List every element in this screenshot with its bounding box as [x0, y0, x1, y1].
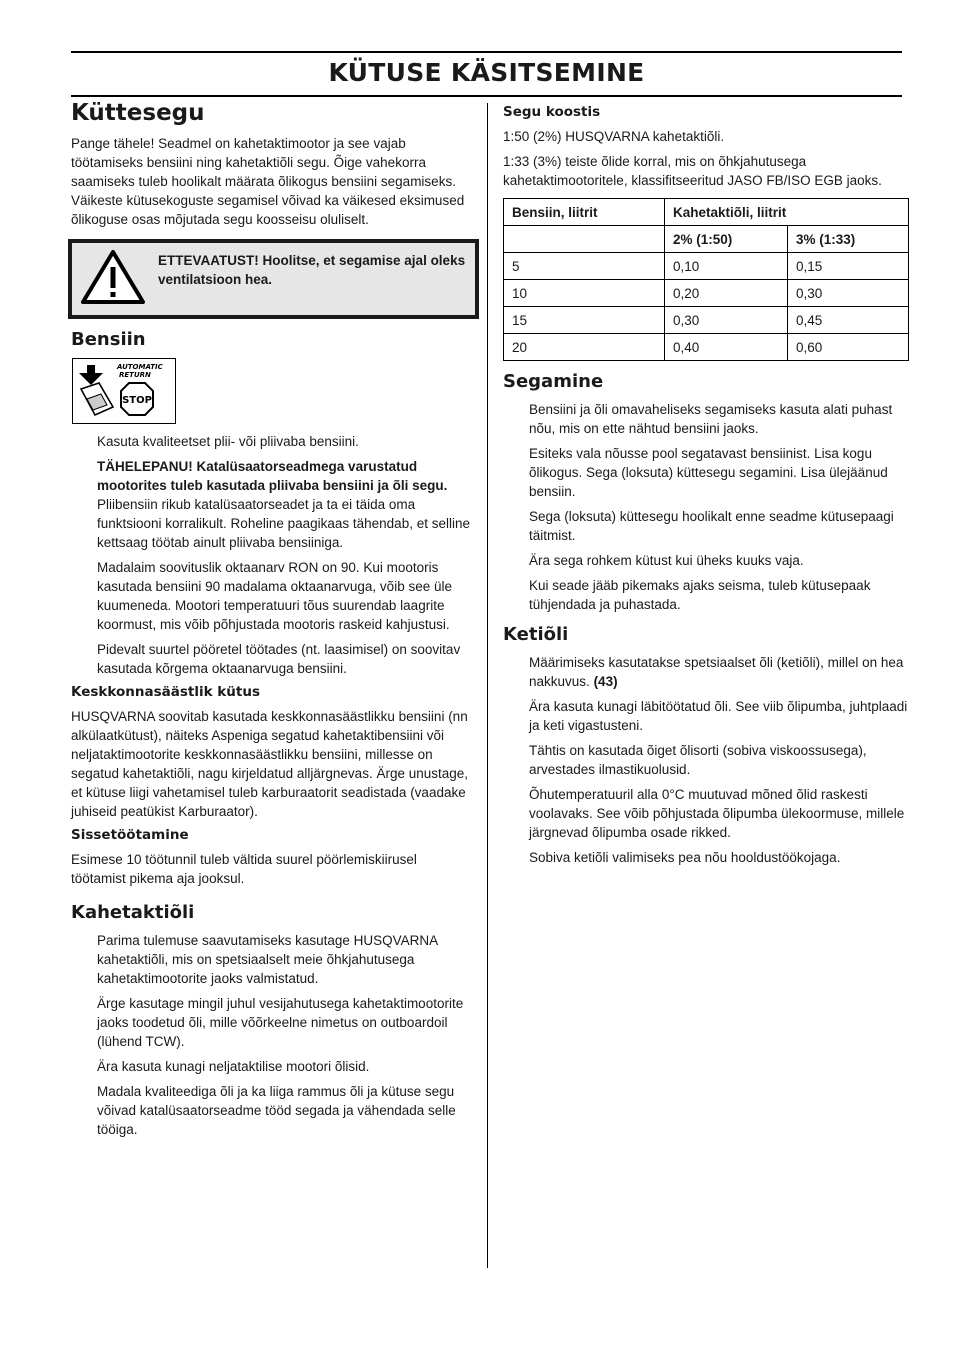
section-heading-ketioli: Ketiõli	[503, 624, 569, 645]
table-cell: 0,15	[788, 253, 909, 280]
table-row	[504, 307, 909, 334]
mixing-paragraph-1: Bensiini ja õli omavaheliseks segamiseks kasuta alati puhast nõu, mis on ette nähtud bensiini jaoks.	[529, 402, 893, 436]
table-cell: 5	[504, 253, 665, 280]
section-heading-kuttesegu: Küttesegu	[71, 100, 205, 126]
page-title: KÜTUSE KÄSITSEMINE	[328, 58, 645, 87]
bensiin-paragraph-4: Pidevalt suurtel pööretel töötades (nt. laasimisel) on soovitav kasutada kõrgema oktaanarvuga bensiini.	[97, 642, 461, 676]
table-cell: 0,30	[665, 307, 788, 334]
bensiin-notice-rest: Pliibensiin rikub katalüsaatorseadet ja ta ei täida oma funktsiooni korralikult. Roheline paagikaas tähendab, et selline kettsaag töötab ainult pliivaba bensiiniga.	[97, 497, 470, 550]
table-subheader-3pct: 3% (1:33)	[788, 226, 909, 253]
table-row	[504, 334, 909, 361]
bensiin-paragraph-3: Madalaim soovituslik oktaanarv RON on 90. Kui mootoris kasutada bensiini 90 madalama oktaanarvuga, võib see üle kuumeneda. Mootori temperatuuri tõus suurendab laagrite koormust, mis võib põhjustada mootoris raskeid kahjustusi.	[97, 560, 452, 632]
automatic-return-stop-icon	[72, 358, 176, 424]
table-cell: 0,45	[788, 307, 909, 334]
chainoil-paragraph-1	[529, 653, 908, 691]
section-heading-kahetaktioli: Kahetaktiõli	[71, 902, 195, 923]
subheading-composition: Segu koostis	[503, 104, 601, 120]
twostroke-paragraph-4: Madala kvaliteediga õli ja ka liiga rammus õli ja kütuse segu võivad katalüsaatorseadme tööd segada ja vähendada selle tööiga.	[97, 1084, 456, 1137]
mixing-paragraph-2: Esiteks vala nõusse pool segatavast bensiinist. Lisa kogu õlikogus. Sega (loksuta) küttesegu segamini. Lisa ülejäänud bensiin.	[529, 446, 888, 499]
warning-triangle-icon	[80, 249, 146, 305]
left-column	[71, 100, 471, 1145]
chainoil-figure-ref: (43)	[593, 674, 618, 689]
twostroke-paragraph-3: Ära kasuta kunagi neljataktilise mootori õlisid.	[97, 1059, 370, 1074]
table-header-row	[504, 199, 909, 226]
table-cell: 0,20	[665, 280, 788, 307]
bensiin-paragraph-2	[97, 457, 471, 552]
chainoil-paragraph-2: Ära kasuta kunagi läbitöötatud õli. See viib õlipumba, juhtplaadi ja keti vigastusteni.	[529, 699, 908, 733]
table-row	[504, 253, 909, 280]
composition-paragraph-2: 1:33 (3%) teiste õlide korral, mis on õhkjahutusega kahetaktimootoritele, klassifitseeritud JASO FB/ISO EGB jaoks.	[503, 154, 882, 188]
twostroke-paragraph-1: Parima tulemuse saavutamiseks kasutage HUSQVARNA kahetaktiõli, mis on spetsiaalselt meie õhkjahutusega kahetaktimootorite jaoks valmistatud.	[97, 933, 438, 986]
table-header-oil: Kahetaktiõli, liitrit	[665, 199, 909, 226]
mixing-paragraph-3: Sega (loksuta) küttesegu hoolikalt enne seadme kütusepaagi täitmist.	[529, 509, 894, 543]
page-title-bar	[71, 51, 902, 97]
intro-paragraph: Pange tähele! Seadmel on kahetaktimootor ja see vajab töötamiseks bensiini ning kahetaktiõli segu. Õige vahekorra saamiseks tuleb hoolikalt määrata õlikogus bensiini segamiseks. Väikeste kütusekoguste segamisel võivad ka väikesed eksimused õlikoguse osas mõjutada segu koosseisu oluliselt.	[71, 136, 465, 227]
bensiin-paragraph-1: Kasuta kvaliteetset plii- või pliivaba bensiini.	[97, 434, 359, 449]
table-cell: 15	[504, 307, 665, 334]
table-cell: 20	[504, 334, 665, 361]
chainoil-paragraph-4: Õhutemperatuuril alla 0°C muutuvad mõned õlid raskesti voolavaks. See võib põhjustada õlipumba ülekoormuse, millele järgnevad õlipumba osade rikked.	[529, 787, 905, 840]
mixing-paragraph-4: Ära sega rohkem kütust kui üheks kuuks vaja.	[529, 553, 804, 568]
chainoil-paragraph-3: Tähtis on kasutada õiget õlisorti (sobiva viskoossusega), arvestades ilmastikuolusid.	[529, 743, 867, 777]
table-cell: 10	[504, 280, 665, 307]
table-subheader-2pct: 2% (1:50)	[665, 226, 788, 253]
twostroke-paragraph-2: Ärge kasutage mingil juhul vesijahutusega kahetaktimootorite jaoks toodetud õli, mille võõrkeelne nimetus on outboardoil (lühend TCW).	[97, 996, 464, 1049]
mixing-paragraph-5: Kui seade jääb pikemaks ajaks seisma, tuleb kütusepaak tühjendada ja puhastada.	[529, 578, 871, 612]
warning-text: ETTEVAATUST! Hoolitse, et segamise ajal oleks ventilatsioon hea.	[158, 253, 466, 287]
table-cell: 0,30	[788, 280, 909, 307]
section-heading-bensiin: Bensiin	[71, 329, 146, 350]
column-divider	[487, 103, 488, 1268]
table-subheader-row	[504, 226, 909, 253]
chainoil-paragraph-1-text: Määrimiseks kasutatakse spetsiaalset õli (ketiõli), millel on hea nakkuvus.	[529, 655, 904, 689]
right-column	[503, 100, 908, 873]
table-cell: 0,60	[788, 334, 909, 361]
table-cell: 0,40	[665, 334, 788, 361]
icon-label-stop: STOP	[122, 395, 152, 406]
chainoil-paragraph-5: Sobiva ketiõli valimiseks pea nõu hooldustöökojaga.	[529, 850, 841, 865]
bensiin-notice-bold: TÄHELEPANU! Katalüsaatorseadmega varustatud mootorites tuleb kasutada pliivaba bensiini ja õli segu.	[97, 459, 448, 493]
icon-label-automatic: AUTOMATIC	[117, 363, 163, 371]
warning-box	[68, 239, 479, 319]
subheading-eco-fuel: Keskkonnasäästlik kütus	[71, 684, 260, 700]
table-row	[504, 280, 909, 307]
eco-fuel-paragraph: HUSQVARNA soovitab kasutada keskkonnasäästlikku bensiini (nn alkülaatkütust), näiteks Aspeniga segatud kahetaktibensiini või neljataktimootorite keskkonnasäästlikku bensiini, millesse on segatud kahetaktiõli, nagu kirjeldatud alljärgnevas. Ärge unustage, et kütuse liigi vahetamisel tuleb karburaatorit seadistada (vaadake juhiseid peatükist Karburaator).	[71, 709, 469, 819]
subheading-run-in: Sissetöötamine	[71, 827, 189, 843]
table-cell: 0,10	[665, 253, 788, 280]
icon-label-return: RETURN	[119, 371, 151, 379]
run-in-paragraph: Esimese 10 töötunnil tuleb vältida suurel pöörlemiskiirusel töötamist pikema aja jooksul.	[71, 852, 417, 886]
table-header-petrol: Bensiin, liitrit	[504, 199, 665, 226]
table-subheader-empty	[504, 226, 665, 253]
composition-paragraph-1: 1:50 (2%) HUSQVARNA kahetaktiõli.	[503, 129, 725, 144]
section-heading-segamine: Segamine	[503, 371, 604, 392]
mix-table	[503, 198, 909, 361]
